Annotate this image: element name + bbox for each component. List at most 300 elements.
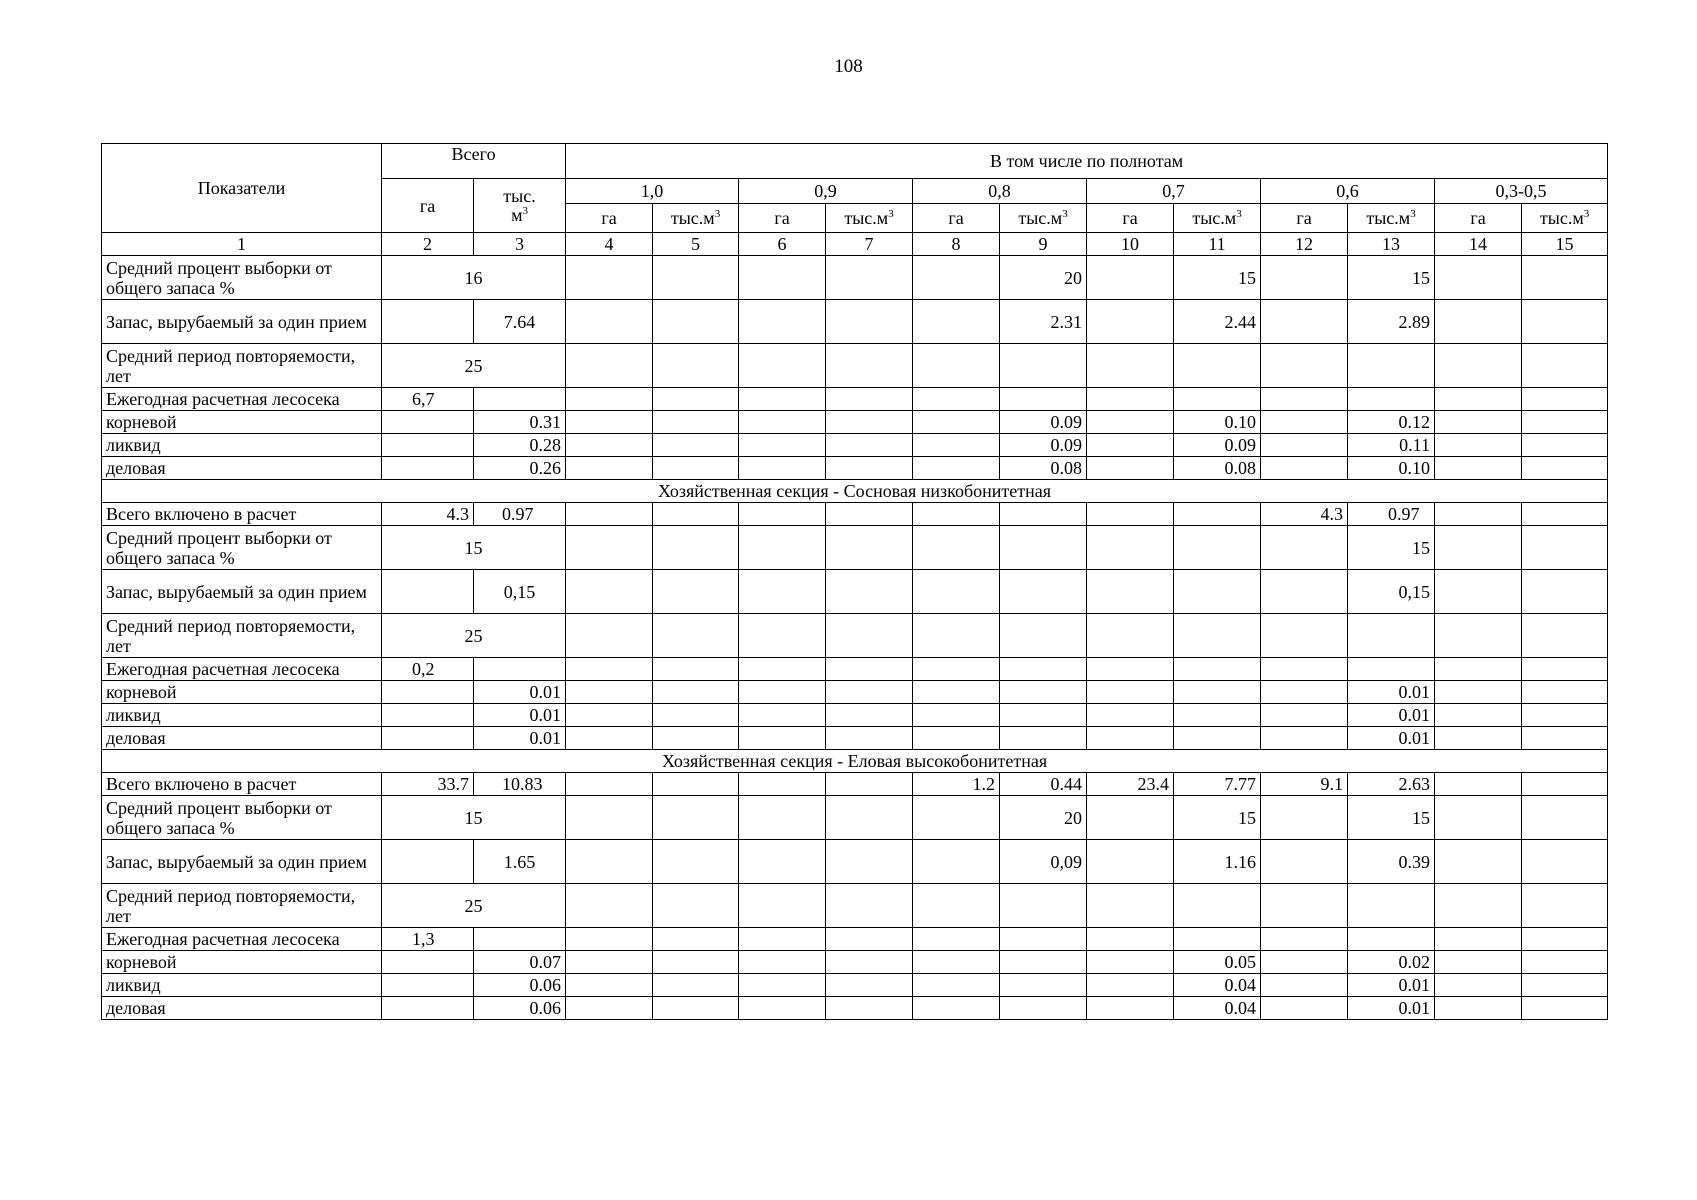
value-cell <box>566 974 653 997</box>
value-cell <box>653 526 739 570</box>
value-cell <box>653 727 739 750</box>
value-cell <box>739 840 826 884</box>
value-cell: 0.10 <box>1348 457 1435 480</box>
total-ha-cell <box>382 411 474 434</box>
value-cell <box>739 928 826 951</box>
section-row <box>102 480 1608 503</box>
value-cell: 0.01 <box>1348 704 1435 727</box>
value-cell <box>1174 884 1261 928</box>
value-cell <box>1522 457 1608 480</box>
value-cell: 0.04 <box>1174 997 1261 1020</box>
total-m3-cell: 0.97 <box>474 503 566 526</box>
total-ha-cell: 1,3 <box>382 928 474 951</box>
total-ha-cell <box>382 951 474 974</box>
value-cell <box>913 344 1000 388</box>
value-cell <box>653 570 739 614</box>
value-cell <box>1000 344 1087 388</box>
value-cell <box>1435 457 1522 480</box>
value-cell <box>653 344 739 388</box>
value-cell <box>913 974 1000 997</box>
value-cell <box>653 997 739 1020</box>
row-label: Запас, вырубаемый за один прием <box>102 840 382 884</box>
row-label: Средний процент выборки от общего запаса % <box>102 796 382 840</box>
value-cell <box>1261 884 1348 928</box>
value-cell <box>739 434 826 457</box>
row-label: корневой <box>102 681 382 704</box>
value-cell <box>1522 704 1608 727</box>
total-m3-cell: 0,15 <box>474 570 566 614</box>
value-cell <box>566 526 653 570</box>
value-cell <box>1087 526 1174 570</box>
value-cell <box>566 256 653 300</box>
table-row <box>102 773 1608 796</box>
value-cell <box>1174 928 1261 951</box>
value-cell <box>653 658 739 681</box>
value-cell <box>1522 796 1608 840</box>
total-ha-cell <box>382 704 474 727</box>
value-cell <box>1261 951 1348 974</box>
value-cell <box>739 570 826 614</box>
value-cell: 0,09 <box>1000 840 1087 884</box>
value-cell <box>653 388 739 411</box>
total-ha-cell <box>382 727 474 750</box>
value-cell <box>1522 256 1608 300</box>
value-cell <box>1261 411 1348 434</box>
value-cell <box>826 681 913 704</box>
value-cell <box>1087 704 1174 727</box>
value-cell <box>739 344 826 388</box>
value-cell <box>653 796 739 840</box>
value-cell <box>1522 884 1608 928</box>
value-cell <box>1348 614 1435 658</box>
value-cell <box>1435 997 1522 1020</box>
value-cell: 2.31 <box>1000 300 1087 344</box>
row-label: деловая <box>102 727 382 750</box>
total-m3-cell: 0.26 <box>474 457 566 480</box>
row-label: ликвид <box>102 434 382 457</box>
header-total-ha: га <box>382 179 474 233</box>
value-cell <box>826 388 913 411</box>
value-cell <box>1348 884 1435 928</box>
value-cell <box>826 256 913 300</box>
column-number: 12 <box>1261 233 1348 256</box>
value-cell <box>1522 773 1608 796</box>
total-merged-cell: 16 <box>382 256 566 300</box>
value-cell <box>566 344 653 388</box>
value-cell <box>826 974 913 997</box>
value-cell <box>739 727 826 750</box>
column-number: 6 <box>739 233 826 256</box>
table-row <box>102 300 1608 344</box>
value-cell <box>1435 411 1522 434</box>
value-cell <box>1261 658 1348 681</box>
value-cell <box>1435 681 1522 704</box>
value-cell <box>566 928 653 951</box>
header-density: 0,8 <box>913 179 1087 204</box>
value-cell <box>566 796 653 840</box>
value-cell <box>653 434 739 457</box>
header-unit-m3 <box>1174 204 1261 233</box>
row-label: Средний процент выборки от общего запаса % <box>102 256 382 300</box>
value-cell <box>913 614 1000 658</box>
value-cell <box>566 503 653 526</box>
value-cell: 9.1 <box>1261 773 1348 796</box>
value-cell <box>913 503 1000 526</box>
total-m3-cell: 0.06 <box>474 974 566 997</box>
header-unit-m3 <box>1522 204 1608 233</box>
value-cell <box>739 884 826 928</box>
row-label: Ежегодная расчетная лесосека <box>102 928 382 951</box>
header-unit-m3-sup: 3 <box>1062 208 1068 220</box>
value-cell <box>653 457 739 480</box>
value-cell <box>739 796 826 840</box>
value-cell <box>739 457 826 480</box>
value-cell <box>1261 526 1348 570</box>
value-cell: 0.39 <box>1348 840 1435 884</box>
value-cell <box>739 997 826 1020</box>
value-cell <box>1087 344 1174 388</box>
total-m3-cell <box>474 658 566 681</box>
value-cell <box>1174 526 1261 570</box>
value-cell <box>566 997 653 1020</box>
header-unit-ha: га <box>913 204 1000 233</box>
header-unit-ha: га <box>739 204 826 233</box>
value-cell: 23.4 <box>1087 773 1174 796</box>
value-cell <box>1522 503 1608 526</box>
value-cell <box>826 773 913 796</box>
table-row <box>102 704 1608 727</box>
value-cell <box>1087 614 1174 658</box>
value-cell <box>1435 884 1522 928</box>
row-label: Ежегодная расчетная лесосека <box>102 388 382 411</box>
table-header <box>102 144 1608 256</box>
column-number: 5 <box>653 233 739 256</box>
value-cell: 0.09 <box>1000 411 1087 434</box>
table-row <box>102 658 1608 681</box>
row-label: ликвид <box>102 704 382 727</box>
value-cell <box>913 884 1000 928</box>
header-unit-ha: га <box>1087 204 1174 233</box>
value-cell <box>1522 951 1608 974</box>
total-m3-cell: 0.06 <box>474 997 566 1020</box>
value-cell <box>826 884 913 928</box>
column-number: 9 <box>1000 233 1087 256</box>
header-unit-m3 <box>1000 204 1087 233</box>
header-unit-ha: га <box>1435 204 1522 233</box>
value-cell <box>1435 256 1522 300</box>
column-number: 8 <box>913 233 1000 256</box>
value-cell <box>826 457 913 480</box>
value-cell <box>653 411 739 434</box>
value-cell <box>1522 300 1608 344</box>
value-cell <box>1348 658 1435 681</box>
value-cell <box>913 570 1000 614</box>
value-cell <box>826 503 913 526</box>
value-cell <box>1000 997 1087 1020</box>
value-cell: 2.44 <box>1174 300 1261 344</box>
header-density: 1,0 <box>566 179 739 204</box>
value-cell: 0.01 <box>1348 974 1435 997</box>
value-cell <box>913 256 1000 300</box>
value-cell: 0.01 <box>1348 727 1435 750</box>
header-total-m3-sup: 3 <box>522 204 528 217</box>
row-label: Средний период повторяемости, лет <box>102 884 382 928</box>
value-cell <box>826 658 913 681</box>
value-cell <box>913 704 1000 727</box>
value-cell: 15 <box>1174 256 1261 300</box>
value-cell <box>1087 997 1174 1020</box>
value-cell <box>826 300 913 344</box>
value-cell <box>1174 344 1261 388</box>
total-ha-cell <box>382 997 474 1020</box>
value-cell <box>566 434 653 457</box>
value-cell: 7.77 <box>1174 773 1261 796</box>
value-cell: 0.09 <box>1174 434 1261 457</box>
total-ha-cell: 6,7 <box>382 388 474 411</box>
value-cell <box>1087 928 1174 951</box>
value-cell: 0.01 <box>1348 681 1435 704</box>
value-cell: 1.16 <box>1174 840 1261 884</box>
value-cell <box>1000 928 1087 951</box>
section-title: Хозяйственная секция - Сосновая низкобонитетная <box>102 480 1608 503</box>
value-cell <box>1522 344 1608 388</box>
value-cell <box>1435 727 1522 750</box>
value-cell <box>913 997 1000 1020</box>
value-cell: 0.11 <box>1348 434 1435 457</box>
value-cell <box>1261 928 1348 951</box>
value-cell <box>566 681 653 704</box>
value-cell: 15 <box>1174 796 1261 840</box>
value-cell <box>913 457 1000 480</box>
value-cell <box>1261 997 1348 1020</box>
value-cell <box>1522 928 1608 951</box>
value-cell <box>826 344 913 388</box>
value-cell <box>1087 300 1174 344</box>
table-row <box>102 727 1608 750</box>
value-cell <box>826 526 913 570</box>
value-cell <box>1522 614 1608 658</box>
value-cell <box>1000 526 1087 570</box>
header-total-m3-unit: м <box>511 204 523 225</box>
value-cell <box>1435 951 1522 974</box>
value-cell <box>1261 796 1348 840</box>
value-cell <box>1261 388 1348 411</box>
value-cell <box>913 411 1000 434</box>
value-cell <box>566 300 653 344</box>
value-cell <box>566 773 653 796</box>
table-row <box>102 928 1608 951</box>
value-cell: 15 <box>1348 796 1435 840</box>
table-row <box>102 344 1608 388</box>
harvest-table <box>101 143 1608 1020</box>
value-cell <box>1435 526 1522 570</box>
table-row <box>102 884 1608 928</box>
value-cell: 0.10 <box>1174 411 1261 434</box>
table-body <box>102 256 1608 1020</box>
value-cell <box>826 840 913 884</box>
column-number: 13 <box>1348 233 1435 256</box>
value-cell <box>1000 884 1087 928</box>
value-cell <box>1435 658 1522 681</box>
value-cell <box>653 256 739 300</box>
value-cell <box>1348 388 1435 411</box>
row-label: Ежегодная расчетная лесосека <box>102 658 382 681</box>
value-cell <box>1522 388 1608 411</box>
value-cell <box>739 773 826 796</box>
value-cell <box>1435 503 1522 526</box>
value-cell <box>826 997 913 1020</box>
value-cell <box>566 388 653 411</box>
row-label: ликвид <box>102 974 382 997</box>
total-m3-cell <box>474 388 566 411</box>
table-row <box>102 614 1608 658</box>
table-row <box>102 974 1608 997</box>
total-merged-cell: 25 <box>382 344 566 388</box>
value-cell <box>566 411 653 434</box>
value-cell <box>826 614 913 658</box>
header-unit-ha: га <box>1261 204 1348 233</box>
value-cell <box>1087 951 1174 974</box>
table-row <box>102 570 1608 614</box>
value-cell <box>826 434 913 457</box>
total-m3-cell: 0.31 <box>474 411 566 434</box>
value-cell <box>566 658 653 681</box>
value-cell <box>1087 503 1174 526</box>
header-unit-m3-label: тыс.м <box>844 208 889 228</box>
value-cell <box>913 434 1000 457</box>
column-number: 4 <box>566 233 653 256</box>
total-ha-cell <box>382 840 474 884</box>
header-unit-m3-label: тыс.м <box>1018 208 1063 228</box>
value-cell <box>653 928 739 951</box>
value-cell: 0.09 <box>1000 434 1087 457</box>
total-merged-cell: 15 <box>382 526 566 570</box>
value-cell <box>653 951 739 974</box>
row-label: Запас, вырубаемый за один прием <box>102 570 382 614</box>
page-number: 108 <box>834 56 863 77</box>
total-m3-cell: 7.64 <box>474 300 566 344</box>
header-unit-m3-label: тыс.м <box>1192 208 1237 228</box>
value-cell <box>653 884 739 928</box>
value-cell <box>1000 614 1087 658</box>
value-cell: 15 <box>1348 256 1435 300</box>
value-cell <box>566 840 653 884</box>
value-cell <box>1000 974 1087 997</box>
value-cell <box>739 681 826 704</box>
value-cell <box>826 951 913 974</box>
table-row <box>102 796 1608 840</box>
value-cell <box>1435 614 1522 658</box>
total-merged-cell: 25 <box>382 614 566 658</box>
header-total-m3-label: тыс. <box>503 185 536 206</box>
total-m3-cell: 0.01 <box>474 704 566 727</box>
column-number: 10 <box>1087 233 1174 256</box>
value-cell <box>1000 570 1087 614</box>
table-row <box>102 526 1608 570</box>
value-cell <box>1522 840 1608 884</box>
column-number: 11 <box>1174 233 1261 256</box>
value-cell <box>653 681 739 704</box>
value-cell <box>739 526 826 570</box>
value-cell <box>566 570 653 614</box>
total-m3-cell: 0.07 <box>474 951 566 974</box>
value-cell <box>826 411 913 434</box>
value-cell <box>566 727 653 750</box>
value-cell <box>1435 300 1522 344</box>
value-cell <box>1435 434 1522 457</box>
value-cell <box>1261 300 1348 344</box>
value-cell: 20 <box>1000 256 1087 300</box>
column-number: 1 <box>102 233 382 256</box>
row-label: Средний период повторяемости, лет <box>102 614 382 658</box>
column-number: 7 <box>826 233 913 256</box>
value-cell <box>1087 411 1174 434</box>
table-row <box>102 503 1608 526</box>
value-cell <box>1000 388 1087 411</box>
value-cell <box>1261 256 1348 300</box>
value-cell <box>653 773 739 796</box>
value-cell: 0.44 <box>1000 773 1087 796</box>
value-cell <box>1522 727 1608 750</box>
value-cell <box>1435 570 1522 614</box>
value-cell <box>1000 704 1087 727</box>
value-cell <box>1000 951 1087 974</box>
value-cell <box>739 411 826 434</box>
header-unit-m3 <box>826 204 913 233</box>
header-unit-m3-sup: 3 <box>714 208 721 220</box>
row-label: деловая <box>102 997 382 1020</box>
value-cell <box>1087 570 1174 614</box>
value-cell: 1.2 <box>913 773 1000 796</box>
value-cell: 0.08 <box>1174 457 1261 480</box>
value-cell <box>913 526 1000 570</box>
row-label: деловая <box>102 457 382 480</box>
value-cell <box>1087 796 1174 840</box>
header-density: 0,3-0,5 <box>1435 179 1608 204</box>
value-cell <box>1522 570 1608 614</box>
header-unit-m3-label: тыс.м <box>1366 208 1411 228</box>
value-cell <box>1522 997 1608 1020</box>
value-cell <box>1087 256 1174 300</box>
value-cell <box>826 928 913 951</box>
value-cell <box>1261 344 1348 388</box>
value-cell <box>1522 974 1608 997</box>
total-ha-cell: 33.7 <box>382 773 474 796</box>
value-cell <box>566 704 653 727</box>
value-cell <box>1261 704 1348 727</box>
value-cell <box>913 658 1000 681</box>
value-cell <box>913 928 1000 951</box>
value-cell <box>653 974 739 997</box>
value-cell <box>1087 840 1174 884</box>
value-cell <box>566 457 653 480</box>
value-cell <box>1435 773 1522 796</box>
table-row <box>102 411 1608 434</box>
value-cell <box>1000 727 1087 750</box>
value-cell <box>1261 457 1348 480</box>
value-cell: 15 <box>1348 526 1435 570</box>
row-label: корневой <box>102 951 382 974</box>
value-cell <box>1174 658 1261 681</box>
header-unit-m3 <box>1348 204 1435 233</box>
value-cell <box>1261 570 1348 614</box>
value-cell <box>1261 434 1348 457</box>
row-label: Всего включено в расчет <box>102 503 382 526</box>
value-cell <box>913 951 1000 974</box>
table-row <box>102 997 1608 1020</box>
total-merged-cell: 25 <box>382 884 566 928</box>
total-m3-cell <box>474 928 566 951</box>
